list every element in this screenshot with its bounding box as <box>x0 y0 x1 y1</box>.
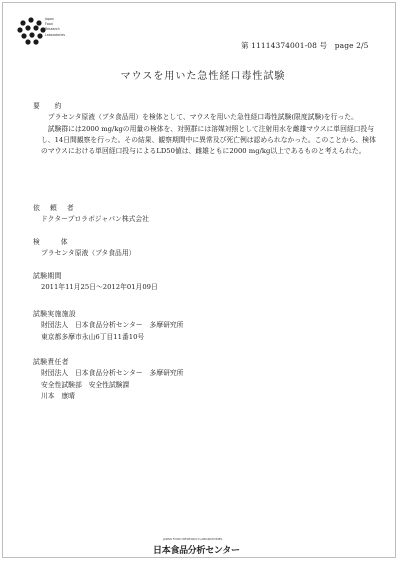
specimen-section <box>33 237 381 260</box>
summary-section <box>33 101 381 157</box>
period-value: 2011年11月25日～2012年01月09日 <box>41 283 158 292</box>
responsible-section <box>33 357 381 402</box>
facility-address: 東京都多摩市永山6丁目11番10号 <box>41 332 145 341</box>
logo-wordmark <box>45 17 65 38</box>
period-section <box>33 271 381 294</box>
specimen-value: プラセンタ原液（ブタ食品用） <box>41 249 136 258</box>
summary-paragraph-1: プラセンタ原液（ブタ食品用）を検体として、マウスを用いた急性経口毒性試験(限度試験)を行った。 <box>41 113 358 122</box>
logo-line: Japan <box>45 17 54 21</box>
logo-line: Research <box>45 27 60 32</box>
logo-line: Laboratories <box>45 32 65 37</box>
logo-line: Food <box>45 22 53 27</box>
responsible-department: 安全性試験部 安全性試験課 <box>41 380 130 389</box>
requester-value: ドクタープロラボジャパン株式会社 <box>41 215 150 224</box>
requester-heading: 依 頼 者 <box>33 204 78 212</box>
period-heading: 試験期間 <box>33 272 62 280</box>
facility-section <box>33 309 381 343</box>
footer-organization-sub: JAPAN FOOD RESEARCH LABORATORIES <box>163 537 223 541</box>
page-title: マウスを用いた急性経口毒性試験 <box>120 71 286 82</box>
summary-heading: 要 約 <box>33 102 66 110</box>
document-page <box>2 2 396 558</box>
responsible-heading: 試験責任者 <box>33 358 69 366</box>
responsible-person: 川本 康晴 <box>41 391 75 400</box>
facility-name: 財団法人 日本食品分析センター 多摩研究所 <box>41 321 184 330</box>
footer-organization-name: 日本食品分析センター <box>153 546 240 556</box>
document-reference: 第 11114374001-08 号 page 2/5 <box>241 41 369 50</box>
responsible-organization: 財団法人 日本食品分析センター 多摩研究所 <box>41 369 184 378</box>
summary-paragraph-2: 試験群には2000 mg/kgの用量の検体を、対照群には溶媒対照として注射用水を雌雄マウスに単回経口投与し、14日間観察を行った。その結果、観察期間中に異常及び死亡例は認められなかった。このことから、検体のマウスにおける単回経口投与によるLD50値は、雌雄ともに2000 mg/kg以上であるものと考えられた。 <box>41 124 376 156</box>
requester-section <box>33 203 381 226</box>
facility-heading: 試験実施施設 <box>33 310 77 318</box>
specimen-heading: 検 体 <box>33 238 72 246</box>
